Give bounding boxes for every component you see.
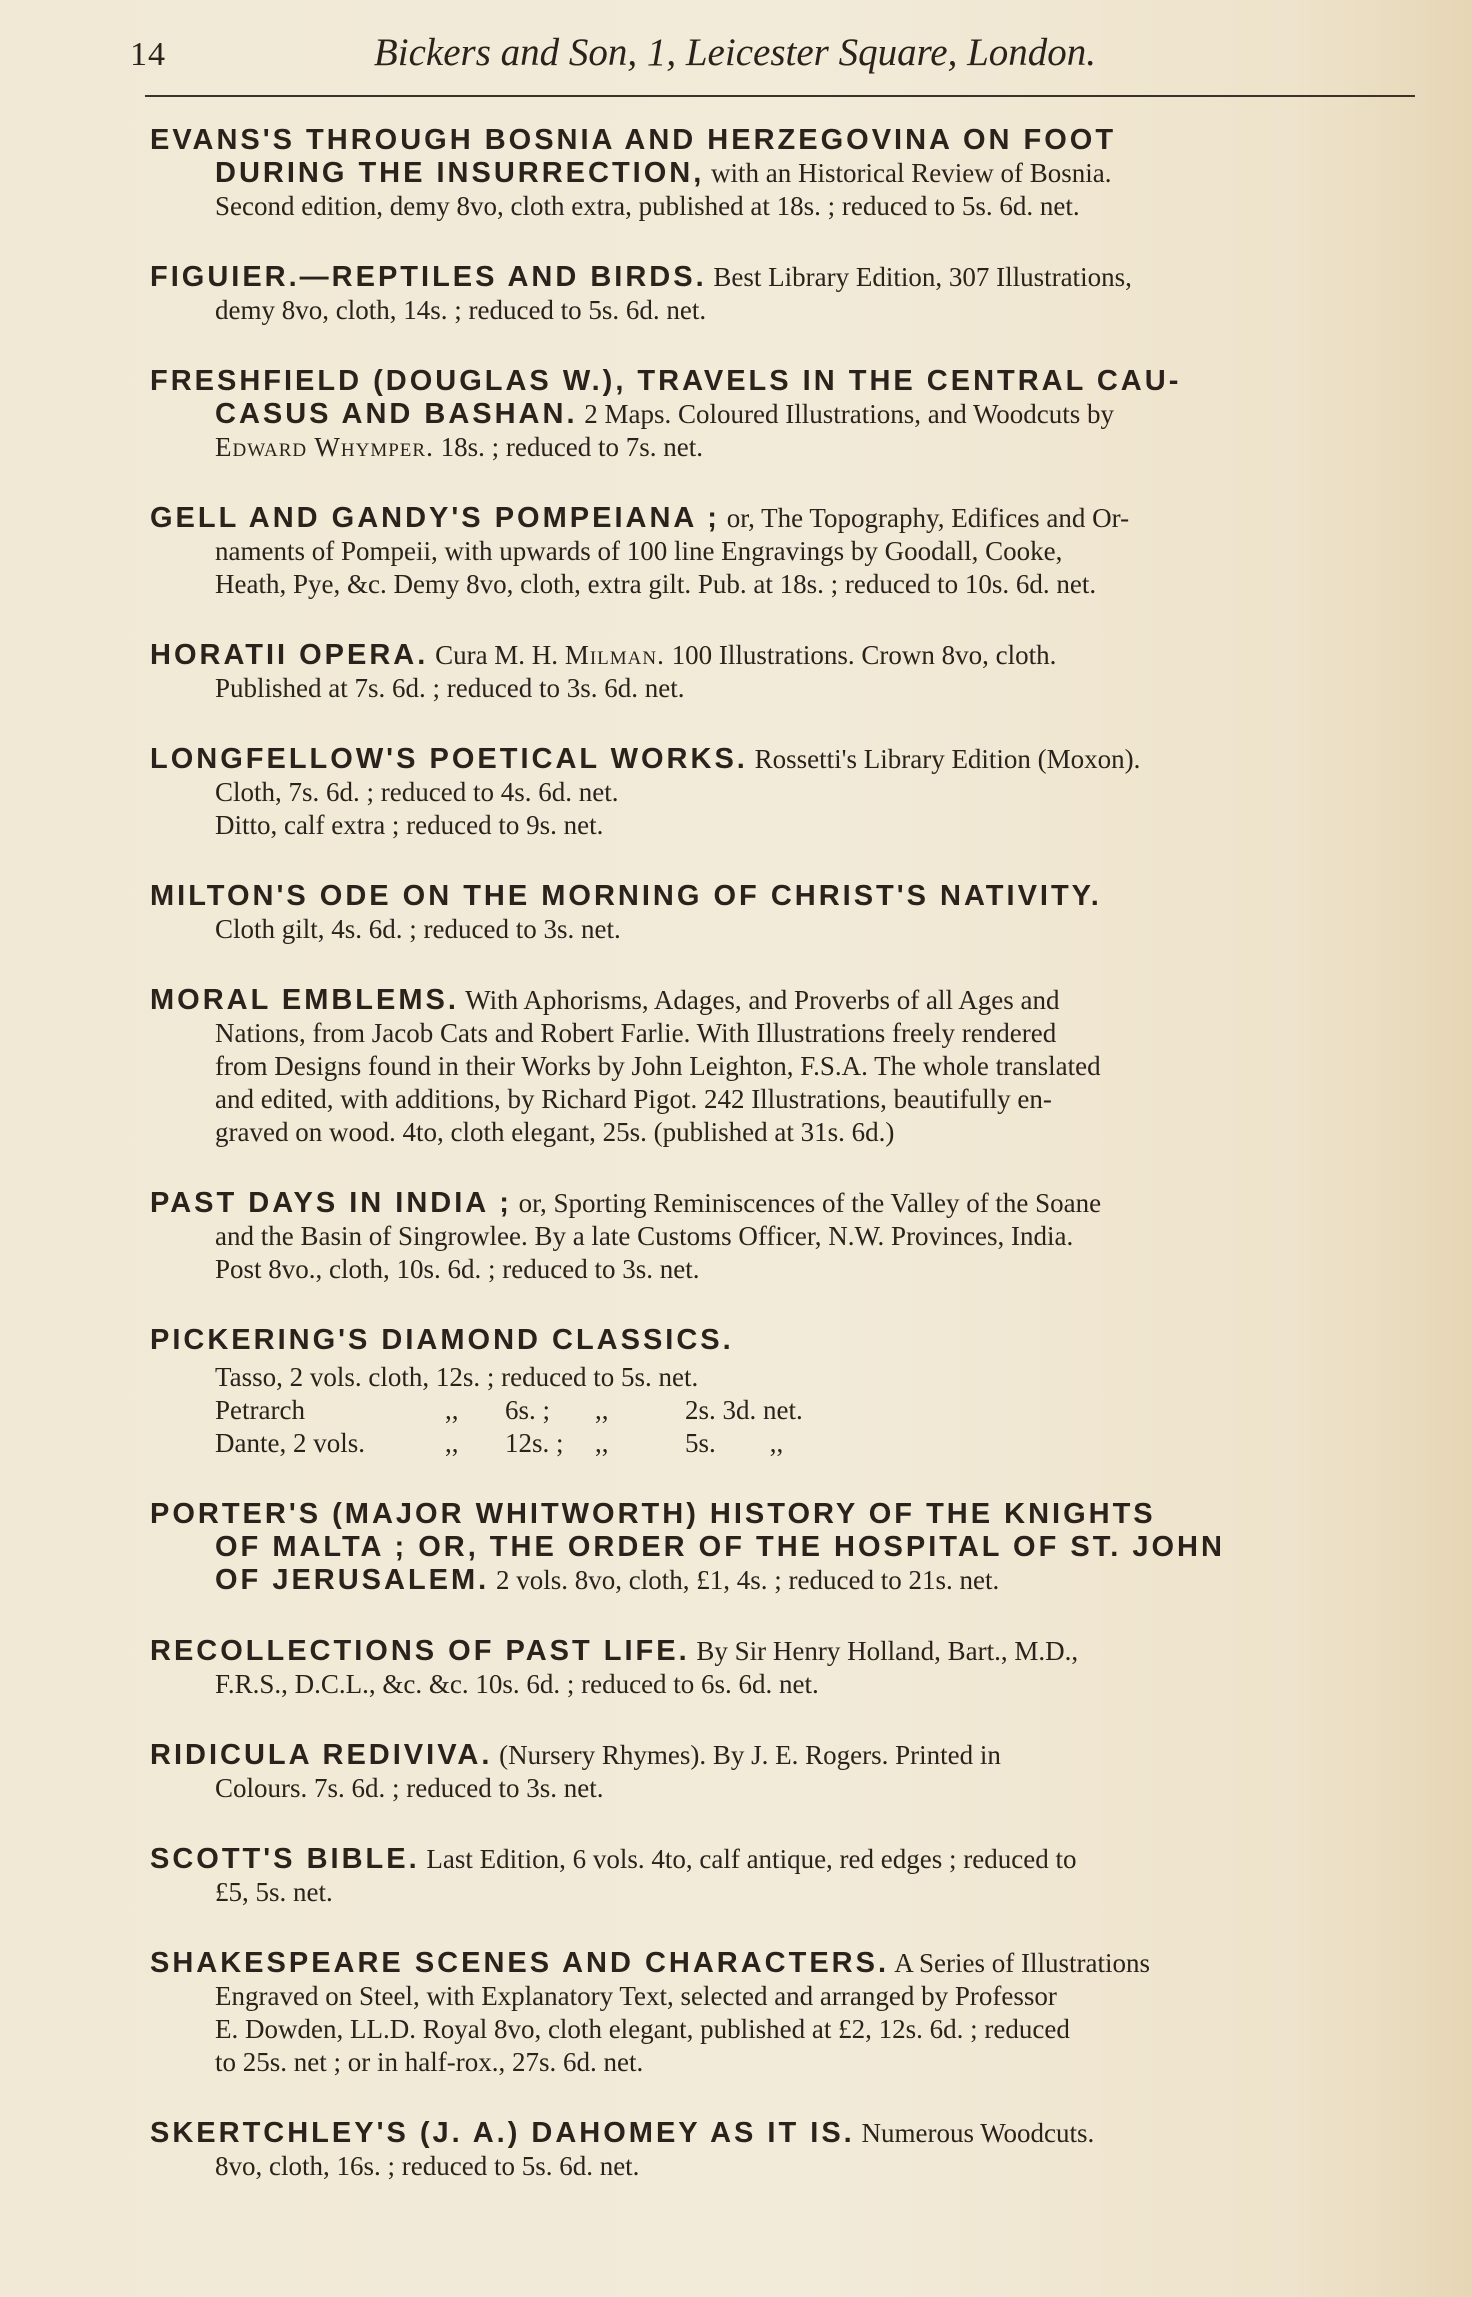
catalogue-entry bbox=[150, 1635, 1410, 1701]
table-cell: ,, bbox=[445, 1428, 459, 1458]
entry-text: Numerous Woodcuts. bbox=[854, 2118, 1095, 2148]
table-cell: 5s. ,, bbox=[685, 1428, 784, 1458]
entry-heading: FRESHFIELD (DOUGLAS W.), TRAVELS IN THE CENTRAL CAU- bbox=[150, 365, 1182, 397]
catalogue-entry bbox=[150, 365, 1410, 464]
entry-heading-cont: CASUS AND BASHAN. bbox=[215, 398, 578, 430]
entry-heading-cont: OF JERUSALEM. bbox=[215, 1564, 490, 1596]
entry-text: By Sir Henry Holland, Bart., M.D., bbox=[689, 1636, 1079, 1666]
entry-heading: PAST DAYS IN INDIA ; bbox=[150, 1187, 512, 1219]
entry-text: Rossetti's Library Edition (Moxon). bbox=[747, 744, 1141, 774]
entry-text: with an Historical Review of Bosnia. bbox=[704, 158, 1112, 188]
table-cell: Dante, 2 vols. bbox=[215, 1428, 365, 1458]
table-cell: Petrarch bbox=[215, 1395, 305, 1425]
entry-heading: SCOTT'S BIBLE. bbox=[150, 1843, 420, 1875]
entry-heading: LONGFELLOW'S POETICAL WORKS. bbox=[150, 743, 748, 775]
entry-text: Nations, from Jacob Cats and Robert Farlie. With Illustrations freely rendered bbox=[215, 1018, 1057, 1048]
entry-text: 2 Maps. Coloured Illustrations, and Woodcuts by bbox=[577, 399, 1115, 429]
table-cell: 2s. 3d. net. bbox=[685, 1395, 803, 1425]
catalogue-entry bbox=[150, 2117, 1410, 2183]
entry-text: Post 8vo., cloth, 10s. 6d. ; reduced to 3s. net. bbox=[215, 1254, 700, 1284]
entry-heading: RECOLLECTIONS OF PAST LIFE. bbox=[150, 1635, 690, 1667]
entry-text: or, The Topography, Edifices and Or- bbox=[719, 503, 1130, 533]
catalogue-entry bbox=[150, 1739, 1410, 1805]
entry-heading: SHAKESPEARE SCENES AND CHARACTERS. bbox=[150, 1947, 890, 1979]
entry-text: 18s. ; reduced to 7s. net. bbox=[433, 432, 704, 462]
catalogue-entry bbox=[150, 1843, 1410, 1909]
entry-heading-cont: OF MALTA ; OR, THE ORDER OF THE HOSPITAL OF ST. JOHN bbox=[215, 1531, 1225, 1563]
entry-heading: PORTER'S (MAJOR WHITWORTH) HISTORY OF THE KNIGHTS bbox=[150, 1498, 1156, 1530]
catalogue-entry bbox=[150, 124, 1410, 223]
entry-author: Milman. bbox=[564, 640, 665, 670]
entry-text: (Nursery Rhymes). By J. E. Rogers. Printed in bbox=[492, 1740, 1001, 1770]
page-number: 14 bbox=[130, 36, 166, 73]
entry-heading: MORAL EMBLEMS. bbox=[150, 984, 459, 1016]
table-row bbox=[215, 1394, 1005, 1427]
entry-text: naments of Pompeii, with upwards of 100 line Engravings by Goodall, Cooke, bbox=[215, 536, 1063, 566]
entry-author: Edward Whymper. bbox=[215, 432, 434, 462]
catalogue-entry bbox=[150, 639, 1410, 705]
entry-text: demy 8vo, cloth, 14s. ; reduced to 5s. 6d. net. bbox=[215, 295, 707, 325]
entry-heading: HORATII OPERA. bbox=[150, 639, 429, 671]
entry-heading-cont: DURING THE INSURRECTION, bbox=[215, 157, 705, 189]
entry-heading: PICKERING'S DIAMOND CLASSICS. bbox=[150, 1324, 734, 1356]
entry-text: With Aphorisms, Adages, and Proverbs of all Ages and bbox=[458, 985, 1060, 1015]
entry-text: Engraved on Steel, with Explanatory Text, selected and arranged by Professor bbox=[215, 1981, 1057, 2011]
entry-text: Second edition, demy 8vo, cloth extra, published at 18s. ; reduced to 5s. 6d. net. bbox=[215, 191, 1080, 221]
entry-text: Ditto, calf extra ; reduced to 9s. net. bbox=[215, 810, 604, 840]
table-cell: Tasso, 2 vols. cloth, 12s. ; reduced to 5s. net. bbox=[215, 1362, 699, 1392]
catalogue-entry bbox=[150, 502, 1410, 601]
entry-text: 100 Illustrations. Crown 8vo, cloth. bbox=[664, 640, 1057, 670]
table-cell: 6s. ; bbox=[505, 1395, 551, 1425]
table-cell: 12s. ; bbox=[505, 1428, 564, 1458]
catalogue-entry bbox=[150, 984, 1410, 1149]
entry-heading: MILTON'S ODE ON THE MORNING OF CHRIST'S NATIVITY. bbox=[150, 880, 1102, 912]
entry-heading: GELL AND GANDY'S POMPEIANA ; bbox=[150, 502, 720, 534]
entry-text: from Designs found in their Works by John Leighton, F.S.A. The whole translated bbox=[215, 1051, 1101, 1081]
header-rule bbox=[145, 95, 1415, 97]
catalogue-entry bbox=[150, 1947, 1410, 2079]
entry-text: Cura M. H. bbox=[428, 640, 565, 670]
catalogue-entry bbox=[150, 1324, 1410, 1460]
entry-text: and edited, with additions, by Richard Pigot. 242 Illustrations, beautifully en- bbox=[215, 1084, 1052, 1114]
catalogue-entry bbox=[150, 1498, 1410, 1597]
entry-text: Last Edition, 6 vols. 4to, calf antique, red edges ; reduced to bbox=[419, 1844, 1077, 1874]
table-cell: ,, bbox=[595, 1428, 609, 1458]
running-head bbox=[130, 30, 1420, 88]
running-title: Bickers and Son, 1, Leicester Square, London. bbox=[373, 31, 1097, 74]
entry-text: Colours. 7s. 6d. ; reduced to 3s. net. bbox=[215, 1773, 604, 1803]
entry-text: 8vo, cloth, 16s. ; reduced to 5s. 6d. net. bbox=[215, 2151, 640, 2181]
entry-text: £5, 5s. net. bbox=[215, 1877, 333, 1907]
table-row bbox=[215, 1361, 1005, 1394]
entry-text: Heath, Pye, &c. Demy 8vo, cloth, extra gilt. Pub. at 18s. ; reduced to 10s. 6d. net. bbox=[215, 569, 1097, 599]
table-row bbox=[215, 1427, 1005, 1460]
entry-text: to 25s. net ; or in half-rox., 27s. 6d. net. bbox=[215, 2047, 644, 2077]
entry-heading: RIDICULA REDIVIVA. bbox=[150, 1739, 493, 1771]
entry-text: Published at 7s. 6d. ; reduced to 3s. 6d. net. bbox=[215, 673, 685, 703]
table-cell: ,, bbox=[445, 1395, 459, 1425]
catalogue-entry bbox=[150, 743, 1410, 842]
diamond-classics-table bbox=[215, 1361, 1005, 1460]
entry-text: graved on wood. 4to, cloth elegant, 25s. (published at 31s. 6d.) bbox=[215, 1117, 895, 1147]
catalogue-entry bbox=[150, 1187, 1410, 1286]
entry-text: Best Library Edition, 307 Illustrations, bbox=[706, 262, 1132, 292]
entry-text: F.R.S., D.C.L., &c. &c. 10s. 6d. ; reduced to 6s. 6d. net. bbox=[215, 1669, 819, 1699]
entry-text: Cloth gilt, 4s. 6d. ; reduced to 3s. net. bbox=[215, 914, 621, 944]
entry-text: and the Basin of Singrowlee. By a late Customs Officer, N.W. Provinces, India. bbox=[215, 1221, 1074, 1251]
entry-text: 2 vols. 8vo, cloth, £1, 4s. ; reduced to 21s. net. bbox=[489, 1565, 1000, 1595]
catalogue-entry bbox=[150, 261, 1410, 327]
catalogue-entry bbox=[150, 880, 1410, 946]
catalogue-entries bbox=[150, 124, 1410, 2221]
table-cell: ,, bbox=[595, 1395, 609, 1425]
entry-heading: EVANS'S THROUGH BOSNIA AND HERZEGOVINA ON FOOT bbox=[150, 124, 1117, 156]
entry-text: A Series of Illustrations bbox=[889, 1948, 1150, 1978]
entry-text: E. Dowden, LL.D. Royal 8vo, cloth elegant, published at £2, 12s. 6d. ; reduced bbox=[215, 2014, 1070, 2044]
entry-heading: SKERTCHLEY'S (J. A.) DAHOMEY AS IT IS. bbox=[150, 2117, 855, 2149]
entry-text: or, Sporting Reminiscences of the Valley of the Soane bbox=[511, 1188, 1102, 1218]
entry-heading: FIGUIER.—REPTILES AND BIRDS. bbox=[150, 261, 707, 293]
entry-text: Cloth, 7s. 6d. ; reduced to 4s. 6d. net. bbox=[215, 777, 619, 807]
